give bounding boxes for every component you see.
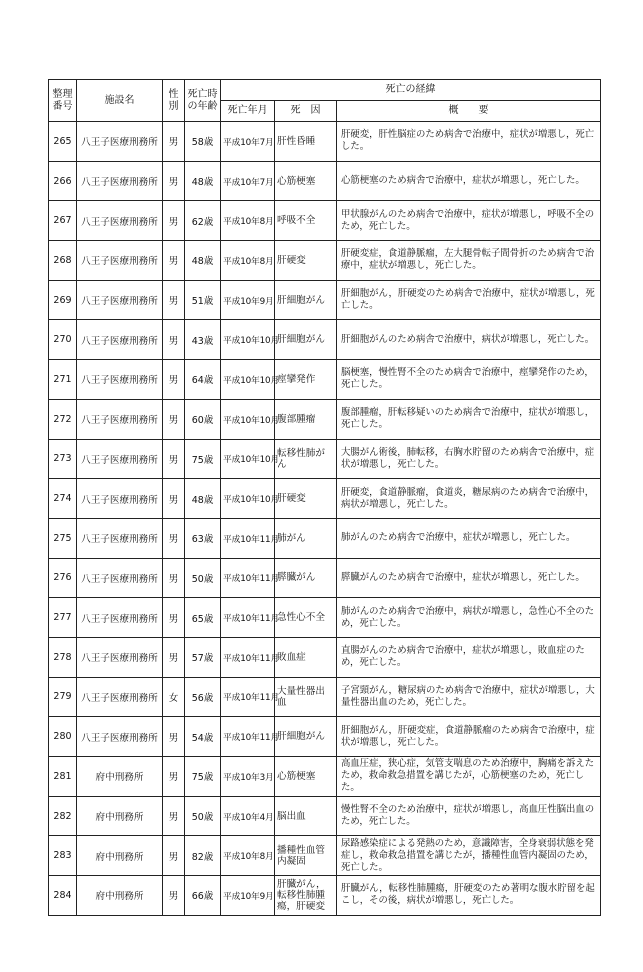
facility-name-cell: 八王子医療刑務所	[77, 122, 163, 162]
row-number-cell: 281	[49, 757, 77, 797]
cause-of-death-cell: 肝細胞がん	[275, 717, 337, 757]
row-number-cell: 266	[49, 161, 77, 201]
row-number-cell: 279	[49, 677, 77, 717]
age-at-death-cell: 48歳	[185, 161, 221, 201]
row-number-cell: 274	[49, 479, 77, 519]
row-number-cell: 284	[49, 876, 77, 916]
sex-cell: 男	[163, 796, 185, 836]
sex-cell: 男	[163, 122, 185, 162]
table-row	[49, 360, 601, 400]
row-number-cell: 271	[49, 360, 77, 400]
row-number-cell: 273	[49, 439, 77, 479]
age-at-death-cell: 60歳	[185, 399, 221, 439]
age-at-death-cell: 58歳	[185, 122, 221, 162]
death-date-cell: 平成10年10月	[221, 439, 275, 479]
cause-of-death-cell: 肺がん	[275, 518, 337, 558]
header-cause: 死 因	[275, 101, 337, 122]
table-row	[49, 280, 601, 320]
header-process: 死亡の経緯	[221, 80, 601, 101]
row-number-cell: 267	[49, 201, 77, 241]
death-date-cell: 平成10年11月	[221, 717, 275, 757]
age-at-death-cell: 48歳	[185, 479, 221, 519]
cause-of-death-cell: 膵臓がん	[275, 558, 337, 598]
row-number-cell: 280	[49, 717, 77, 757]
sex-cell: 男	[163, 320, 185, 360]
age-at-death-cell: 66歳	[185, 876, 221, 916]
sex-cell: 男	[163, 558, 185, 598]
row-number-cell: 269	[49, 280, 77, 320]
death-date-cell: 平成10年7月	[221, 122, 275, 162]
sex-cell: 男	[163, 161, 185, 201]
cause-of-death-cell: 心筋梗塞	[275, 757, 337, 797]
death-date-cell: 平成10年10月	[221, 320, 275, 360]
death-date-cell: 平成10年7月	[221, 161, 275, 201]
age-at-death-cell: 48歳	[185, 241, 221, 281]
age-at-death-cell: 75歳	[185, 757, 221, 797]
death-date-cell: 平成10年10月	[221, 399, 275, 439]
cause-of-death-cell: 大量性器出血	[275, 677, 337, 717]
summary-cell: 肝細胞がん，肝硬変症，食道静脈瘤のため病舎で治療中，症状が増悪し，死亡した。	[337, 717, 601, 757]
summary-cell: 膵臓がんのため病舎で治療中，症状が増悪し，死亡した。	[337, 558, 601, 598]
table-row	[49, 598, 601, 638]
row-number-cell: 275	[49, 518, 77, 558]
summary-cell: 甲状腺がんのため病舎で治療中，症状が増悪し，呼吸不全のため，死亡した。	[337, 201, 601, 241]
cause-of-death-cell: 痙攣発作	[275, 360, 337, 400]
summary-cell: 脳梗塞，慢性腎不全のため病舎で治療中，痙攣発作のため，死亡した。	[337, 360, 601, 400]
table-row	[49, 439, 601, 479]
facility-name-cell: 府中刑務所	[77, 757, 163, 797]
cause-of-death-cell: 腹部腫瘤	[275, 399, 337, 439]
age-at-death-cell: 50歳	[185, 558, 221, 598]
death-date-cell: 平成10年8月	[221, 201, 275, 241]
facility-name-cell: 八王子医療刑務所	[77, 598, 163, 638]
age-at-death-cell: 56歳	[185, 677, 221, 717]
facility-name-cell: 八王子医療刑務所	[77, 320, 163, 360]
sex-cell: 男	[163, 201, 185, 241]
cause-of-death-cell: 肝細胞がん	[275, 320, 337, 360]
table-row	[49, 161, 601, 201]
row-number-cell: 283	[49, 836, 77, 876]
summary-cell: 直腸がんのため病舎で治療中，症状が増悪し，敗血症のため，死亡した。	[337, 637, 601, 677]
sex-cell: 男	[163, 360, 185, 400]
header-row-top	[49, 80, 601, 101]
table-row	[49, 677, 601, 717]
cause-of-death-cell: 心筋梗塞	[275, 161, 337, 201]
summary-cell: 大腸がん術後，肺転移，右胸水貯留のため病舎で治療中，症状が増悪し，死亡した。	[337, 439, 601, 479]
row-number-cell: 268	[49, 241, 77, 281]
death-date-cell: 平成10年11月	[221, 518, 275, 558]
sex-cell: 女	[163, 677, 185, 717]
facility-name-cell: 八王子医療刑務所	[77, 558, 163, 598]
death-date-cell: 平成10年3月	[221, 757, 275, 797]
cause-of-death-cell: 敗血症	[275, 637, 337, 677]
death-date-cell: 平成10年9月	[221, 280, 275, 320]
age-at-death-cell: 43歳	[185, 320, 221, 360]
facility-name-cell: 八王子医療刑務所	[77, 637, 163, 677]
death-date-cell: 平成10年9月	[221, 876, 275, 916]
age-at-death-cell: 65歳	[185, 598, 221, 638]
sex-cell: 男	[163, 399, 185, 439]
summary-cell: 腹部腫瘤，肝転移疑いのため病舎で治療中，症状が増悪し，死亡した。	[337, 399, 601, 439]
table-row	[49, 637, 601, 677]
sex-cell: 男	[163, 876, 185, 916]
sex-cell: 男	[163, 717, 185, 757]
row-number-cell: 272	[49, 399, 77, 439]
row-number-cell: 277	[49, 598, 77, 638]
row-number-cell: 282	[49, 796, 77, 836]
header-date: 死亡年月	[221, 101, 275, 122]
death-records-table	[48, 79, 601, 916]
header-no: 整理番号	[49, 80, 77, 122]
table-row	[49, 399, 601, 439]
sex-cell: 男	[163, 479, 185, 519]
row-number-cell: 276	[49, 558, 77, 598]
summary-cell: 肺がんのため病舎で治療中，病状が増悪し，急性心不全のため，死亡した。	[337, 598, 601, 638]
facility-name-cell: 八王子医療刑務所	[77, 439, 163, 479]
row-number-cell: 265	[49, 122, 77, 162]
cause-of-death-cell: 呼吸不全	[275, 201, 337, 241]
death-date-cell: 平成10年8月	[221, 241, 275, 281]
death-date-cell: 平成10年8月	[221, 836, 275, 876]
age-at-death-cell: 57歳	[185, 637, 221, 677]
table-row	[49, 201, 601, 241]
table-row	[49, 241, 601, 281]
death-date-cell: 平成10年10月	[221, 479, 275, 519]
sex-cell: 男	[163, 598, 185, 638]
facility-name-cell: 八王子医療刑務所	[77, 479, 163, 519]
header-age: 死亡時の年齢	[185, 80, 221, 122]
summary-cell: 肺がんのため病舎で治療中，症状が増悪し，死亡した。	[337, 518, 601, 558]
table-row	[49, 717, 601, 757]
cause-of-death-cell: 転移性肺がん	[275, 439, 337, 479]
facility-name-cell: 八王子医療刑務所	[77, 241, 163, 281]
cause-of-death-cell: 脳出血	[275, 796, 337, 836]
cause-of-death-cell: 肝硬変	[275, 241, 337, 281]
table-row	[49, 479, 601, 519]
sex-cell: 男	[163, 439, 185, 479]
age-at-death-cell: 64歳	[185, 360, 221, 400]
cause-of-death-cell: 肝硬変	[275, 479, 337, 519]
death-date-cell: 平成10年10月	[221, 360, 275, 400]
facility-name-cell: 八王子医療刑務所	[77, 518, 163, 558]
sex-cell: 男	[163, 836, 185, 876]
sex-cell: 男	[163, 637, 185, 677]
facility-name-cell: 八王子医療刑務所	[77, 677, 163, 717]
summary-cell: 慢性腎不全のため治療中，症状が増悪し，高血圧性脳出血のため，死亡した。	[337, 796, 601, 836]
summary-cell: 肝硬変症，食道静脈瘤，左大腿骨転子間骨折のため病舎で治療中，症状が増悪し，死亡した。	[337, 241, 601, 281]
sex-cell: 男	[163, 757, 185, 797]
age-at-death-cell: 63歳	[185, 518, 221, 558]
cause-of-death-cell: 肝細胞がん	[275, 280, 337, 320]
death-date-cell: 平成10年4月	[221, 796, 275, 836]
table-row	[49, 836, 601, 876]
header-summary: 概 要	[337, 101, 601, 122]
row-number-cell: 278	[49, 637, 77, 677]
table-row	[49, 320, 601, 360]
table-row	[49, 796, 601, 836]
cause-of-death-cell: 急性心不全	[275, 598, 337, 638]
facility-name-cell: 八王子医療刑務所	[77, 280, 163, 320]
cause-of-death-cell: 播種性血管内凝固	[275, 836, 337, 876]
table-row	[49, 122, 601, 162]
death-date-cell: 平成10年11月	[221, 598, 275, 638]
header-facility: 施設名	[77, 80, 163, 122]
header-sex: 性別	[163, 80, 185, 122]
sex-cell: 男	[163, 241, 185, 281]
age-at-death-cell: 54歳	[185, 717, 221, 757]
death-date-cell: 平成10年11月	[221, 558, 275, 598]
cause-of-death-cell: 肝性昏睡	[275, 122, 337, 162]
summary-cell: 子宮頸がん，糖尿病のため病舎で治療中，症状が増悪し，大量性器出血のため，死亡した。	[337, 677, 601, 717]
facility-name-cell: 府中刑務所	[77, 876, 163, 916]
table-row	[49, 558, 601, 598]
facility-name-cell: 府中刑務所	[77, 796, 163, 836]
sex-cell: 男	[163, 280, 185, 320]
facility-name-cell: 府中刑務所	[77, 836, 163, 876]
summary-cell: 尿路感染症による発熱のため，意識障害，全身衰弱状態を発症し，救命救急措置を講じたが，播種性血管内凝固のため，死亡した。	[337, 836, 601, 876]
summary-cell: 肝硬変，肝性脳症のため病舎で治療中，症状が増悪し，死亡した。	[337, 122, 601, 162]
summary-cell: 肝細胞がん，肝硬変のため病舎で治療中，症状が増悪し，死亡した。	[337, 280, 601, 320]
death-date-cell: 平成10年11月	[221, 637, 275, 677]
age-at-death-cell: 50歳	[185, 796, 221, 836]
row-number-cell: 270	[49, 320, 77, 360]
age-at-death-cell: 75歳	[185, 439, 221, 479]
cause-of-death-cell: 肝臓がん，転移性肺腫瘍，肝硬変	[275, 876, 337, 916]
summary-cell: 肝細胞がんのため病舎で治療中，病状が増悪し，死亡した。	[337, 320, 601, 360]
facility-name-cell: 八王子医療刑務所	[77, 360, 163, 400]
facility-name-cell: 八王子医療刑務所	[77, 717, 163, 757]
facility-name-cell: 八王子医療刑務所	[77, 161, 163, 201]
facility-name-cell: 八王子医療刑務所	[77, 399, 163, 439]
age-at-death-cell: 51歳	[185, 280, 221, 320]
summary-cell: 肝臓がん，転移性肺腫瘍，肝硬変のため著明な腹水貯留を起こし，その後，病状が増悪し，死亡した。	[337, 876, 601, 916]
summary-cell: 高血圧症，狭心症，気管支喘息のため治療中，胸痛を訴えたため，救命救急措置を講じたが，心筋梗塞のため，死亡した。	[337, 757, 601, 797]
facility-name-cell: 八王子医療刑務所	[77, 201, 163, 241]
age-at-death-cell: 62歳	[185, 201, 221, 241]
summary-cell: 肝硬変，食道静脈瘤，食道炎，糖尿病のため病舎で治療中，病状が増悪し，死亡した。	[337, 479, 601, 519]
table-row	[49, 876, 601, 916]
table-row	[49, 518, 601, 558]
table-row	[49, 757, 601, 797]
age-at-death-cell: 82歳	[185, 836, 221, 876]
death-date-cell: 平成10年11月	[221, 677, 275, 717]
sex-cell: 男	[163, 518, 185, 558]
summary-cell: 心筋梗塞のため病舎で治療中，症状が増悪し，死亡した。	[337, 161, 601, 201]
